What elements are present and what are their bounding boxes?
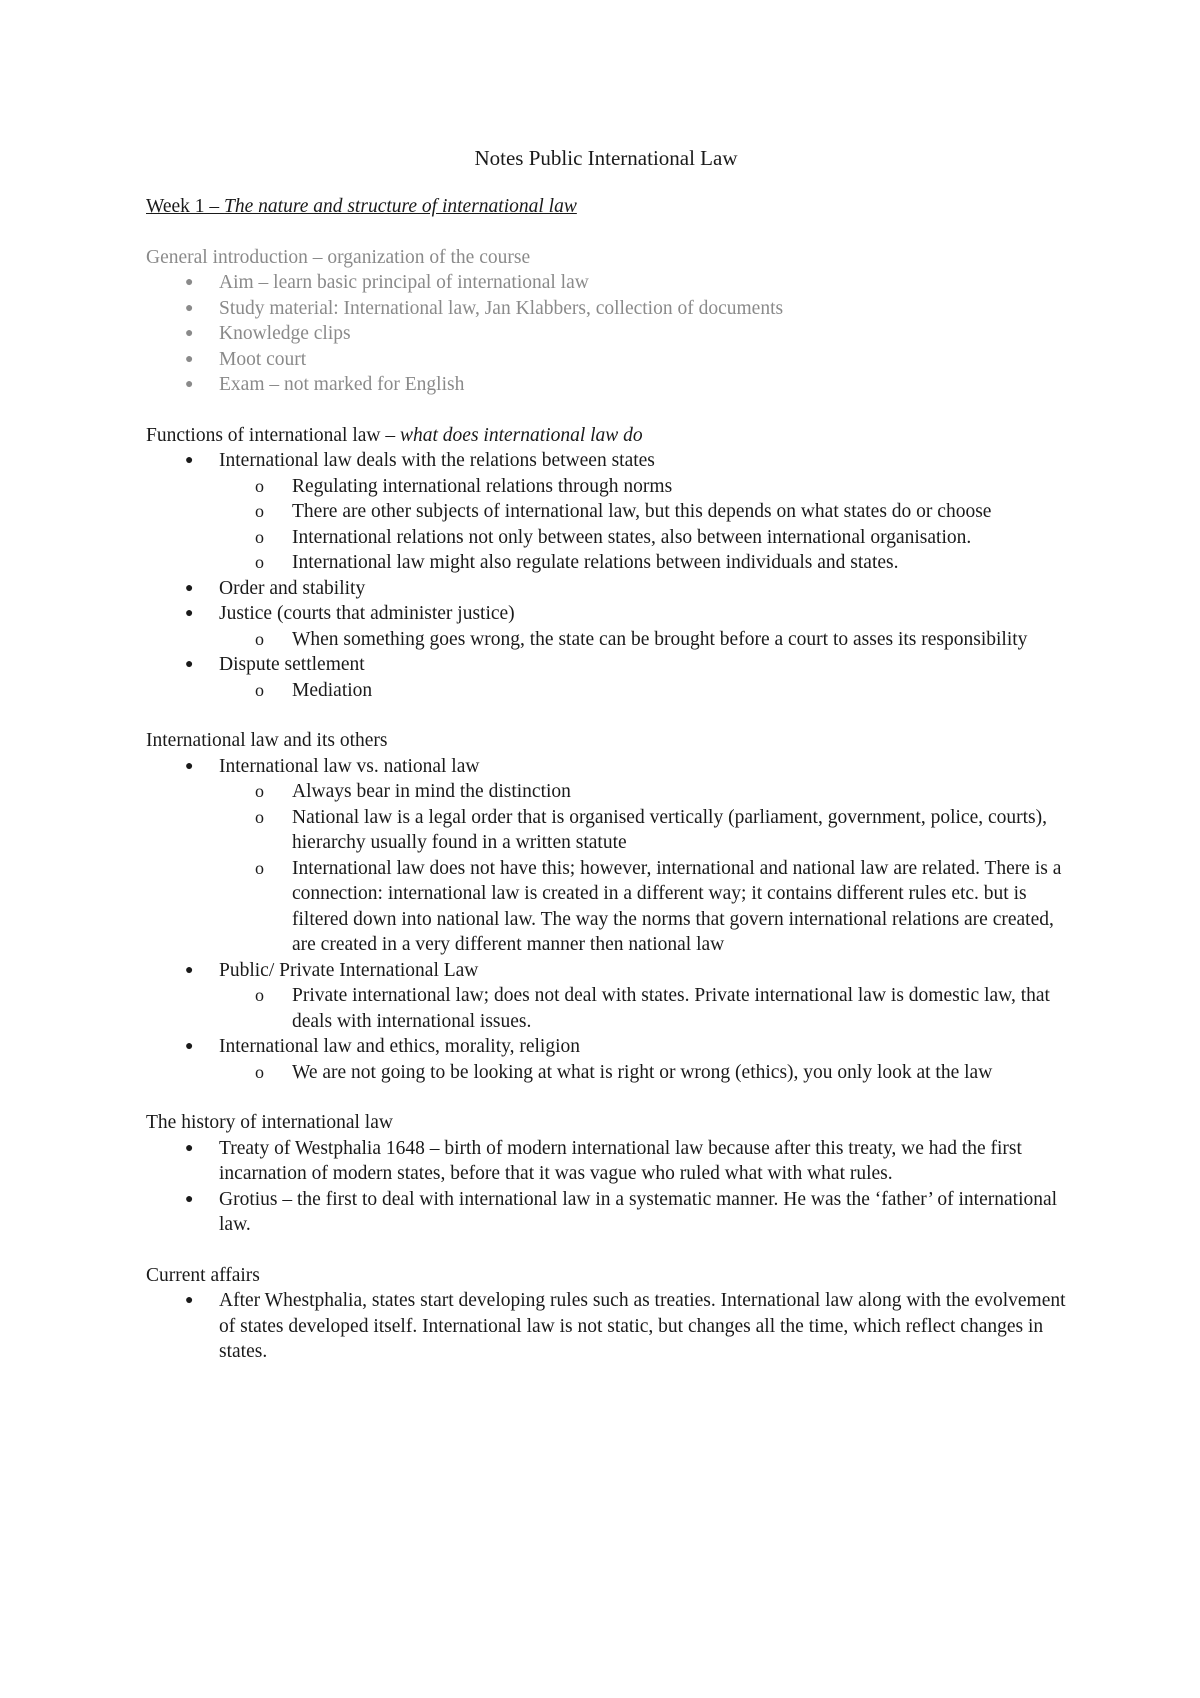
list-item: [146, 652, 1066, 703]
list-item: [146, 372, 1066, 398]
section-heading-text: Functions of international law –: [146, 424, 400, 446]
sub-bullet-icon: o: [255, 552, 264, 572]
sub-list: [219, 627, 1066, 653]
bullet-icon: ●: [185, 453, 194, 468]
sub-list-item-text: We are not going to be looking at what is right or wrong (ethics), you only look at the law: [292, 1061, 993, 1083]
sub-list-item: [219, 678, 1066, 704]
sub-bullet-icon: o: [255, 781, 264, 801]
week-label: Week 1 –: [146, 196, 225, 217]
list-item: [146, 1288, 1066, 1365]
section-heading: [146, 1110, 1066, 1136]
bullet-list: [146, 754, 1066, 1086]
bullet-icon: ●: [185, 351, 194, 367]
list-item-text: Grotius – the first to deal with international law in a systematic manner. He was the ‘father’ of international law.: [219, 1188, 1058, 1235]
list-item-text: International law vs. national law: [219, 755, 480, 777]
list-item-text: International law and ethics, morality, religion: [219, 1036, 580, 1057]
sub-bullet-icon: o: [255, 985, 264, 1005]
sub-bullet-icon: o: [255, 679, 264, 700]
section-heading: [146, 245, 1066, 271]
list-item-text: Dispute settlement: [219, 654, 365, 675]
sections-container: [146, 245, 1066, 1365]
bullet-icon: ●: [185, 606, 194, 621]
sub-list-item-text: International law does not have this; however, international and national law are related. There is a connection: international law is created in a different way; it contains different rules etc. but is filtered down into national law. The way the norms that govern international relations are created, are created in a very different manner then national law: [292, 857, 1062, 955]
sub-list-item-text: National law is a legal order that is organised vertically (parliament, government, police, courts), hierarchy usually found in a written statute: [292, 806, 1048, 853]
sub-list-item-text: International law might also regulate relations between individuals and states.: [292, 552, 899, 573]
sub-list: [219, 474, 1066, 576]
bullet-icon: ●: [185, 758, 194, 774]
bullet-list: [146, 448, 1066, 703]
list-item-text: Moot court: [219, 348, 307, 370]
sub-list-item-text: Always bear in mind the distinction: [292, 781, 571, 802]
list-item-text: Treaty of Westphalia 1648 – birth of modern international law because after this treaty, we had the first incarnation of modern states, before that it was vague who ruled what with what rules.: [219, 1137, 1022, 1184]
list-item: [146, 576, 1066, 602]
list-item: [146, 321, 1066, 347]
bullet-list: [146, 1136, 1066, 1238]
section-heading-emphasis: what does international law do: [400, 424, 643, 446]
sub-list-item: [219, 856, 1066, 958]
sub-list-item: [219, 525, 1066, 551]
section-heading-text: The history of international law: [146, 1112, 393, 1133]
bullet-icon: ●: [185, 377, 194, 392]
section-heading-text: International law and its others: [146, 730, 388, 751]
sub-list-item: [219, 550, 1066, 576]
sub-bullet-icon: o: [255, 857, 264, 878]
bullet-icon: ●: [185, 326, 194, 341]
sub-list-item-text: When something goes wrong, the state can be brought before a court to asses its responsibility: [292, 628, 1028, 650]
sub-list-item-text: International relations not only between states, also between international organisation.: [292, 526, 972, 548]
bullet-icon: ●: [185, 1140, 194, 1156]
bullet-icon: ●: [185, 1039, 194, 1054]
bullet-icon: ●: [185, 580, 194, 596]
list-item: [146, 296, 1066, 322]
sub-list-item-text: There are other subjects of international law, but this depends on what states do or choose: [292, 501, 992, 522]
sub-list-item: [219, 983, 1066, 1034]
list-item: [146, 958, 1066, 1035]
list-item-text: Study material: International law, Jan Klabbers, collection of documents: [219, 297, 784, 319]
sub-list-item-text: Regulating international relations through norms: [292, 475, 673, 497]
list-item-text: Knowledge clips: [219, 323, 351, 344]
sub-list-item: [219, 779, 1066, 805]
list-item: [146, 347, 1066, 373]
sub-bullet-icon: o: [255, 501, 264, 521]
section-heading: [146, 1263, 1066, 1289]
list-item: [146, 270, 1066, 296]
bullet-list: [146, 270, 1066, 398]
bullet-icon: ●: [185, 962, 194, 978]
sub-list: [219, 779, 1066, 958]
sub-list: [219, 678, 1066, 704]
bullet-icon: ●: [185, 657, 194, 672]
sub-list-item-text: Mediation: [292, 679, 373, 701]
bullet-icon: ●: [185, 1293, 194, 1308]
list-item-text: Exam – not marked for English: [219, 374, 465, 395]
bullet-icon: ●: [185, 1191, 194, 1207]
sub-bullet-icon: o: [255, 475, 264, 496]
list-item: [146, 1136, 1066, 1187]
sub-list-item: [219, 627, 1066, 653]
list-item: [146, 1187, 1066, 1238]
list-item: [146, 448, 1066, 576]
section-heading-text: General introduction – organization of the course: [146, 246, 531, 268]
sub-bullet-icon: o: [255, 526, 264, 547]
section-heading: [146, 728, 1066, 754]
sub-list: [219, 1060, 1066, 1086]
week-heading: [146, 194, 1066, 220]
sub-bullet-icon: o: [255, 1061, 264, 1082]
bullet-icon: ●: [185, 300, 194, 316]
sub-list-item: [219, 499, 1066, 525]
list-item-text: International law deals with the relations between states: [219, 450, 655, 471]
sub-list-item-text: Private international law; does not deal with states. Private international law is domestic law, that deals with international issues.: [292, 985, 1050, 1032]
bullet-icon: ●: [185, 275, 194, 290]
bullet-list: [146, 1288, 1066, 1365]
list-item: [146, 1034, 1066, 1085]
section-heading-text: Current affairs: [146, 1264, 260, 1286]
list-item: [146, 601, 1066, 652]
sub-list: [219, 983, 1066, 1034]
list-item-text: After Whestphalia, states start developing rules such as treaties. International law along with the evolvement of states developed itself. International law is not static, but changes all the time, which reflect changes in states.: [219, 1290, 1066, 1362]
sub-bullet-icon: o: [255, 806, 264, 827]
list-item-text: Public/ Private International Law: [219, 959, 479, 981]
section-heading: [146, 423, 1066, 449]
list-item-text: Order and stability: [219, 577, 366, 599]
document-page: [146, 145, 1066, 1390]
sub-list-item: [219, 805, 1066, 856]
list-item-text: Aim – learn basic principal of international law: [219, 272, 589, 293]
list-item-text: Justice (courts that administer justice): [219, 603, 515, 624]
week-topic: The nature and structure of international law: [224, 196, 577, 217]
sub-list-item: [219, 474, 1066, 500]
sub-list-item: [219, 1060, 1066, 1086]
list-item: [146, 754, 1066, 958]
sub-bullet-icon: o: [255, 628, 264, 649]
document-title: Notes Public International Law: [474, 146, 738, 170]
